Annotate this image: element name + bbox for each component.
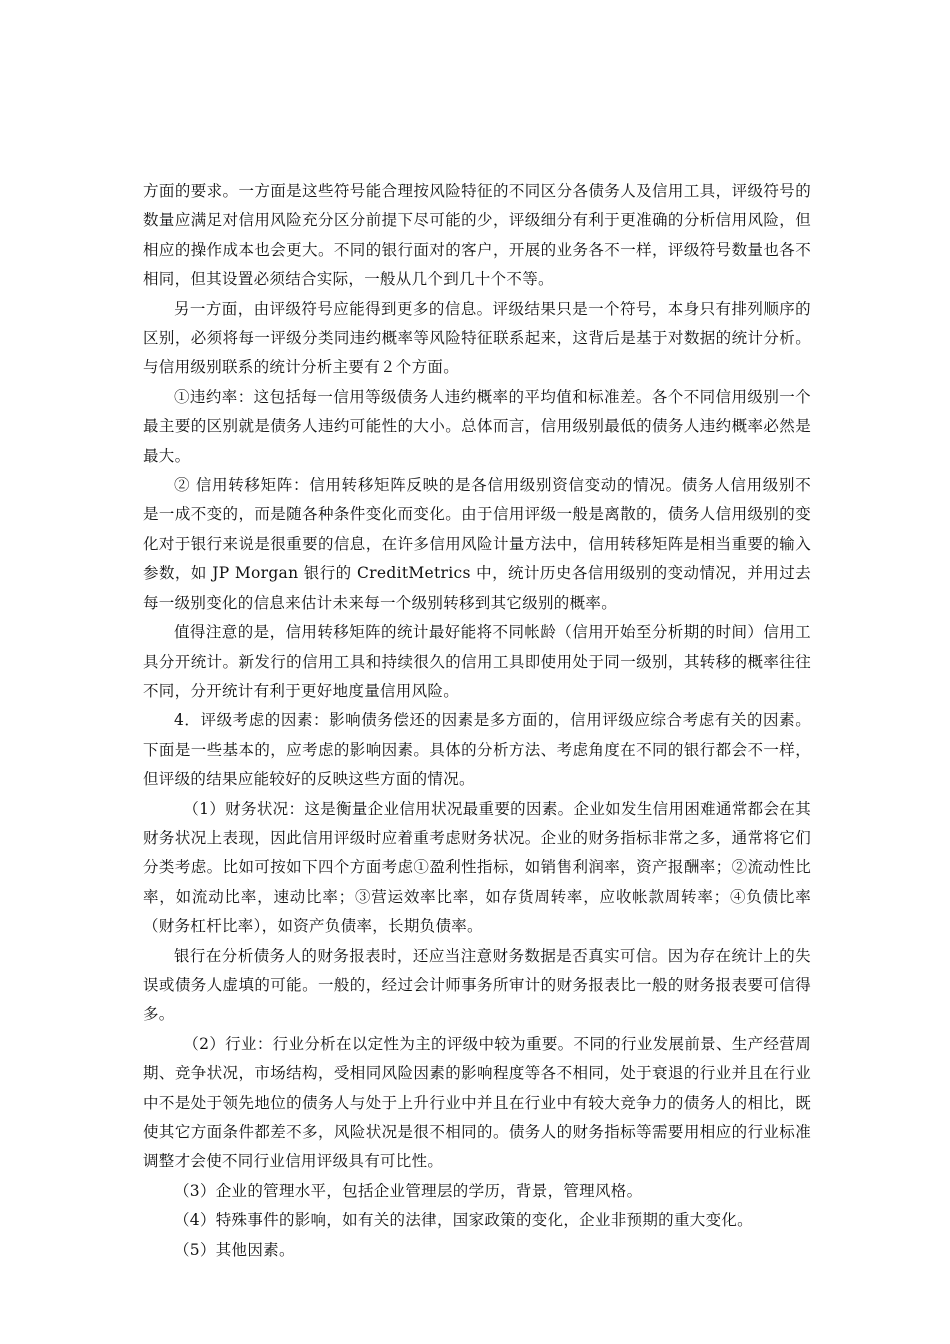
paragraph-rating-symbol-requirements: 方面的要求。一方面是这些符号能合理按风险特征的不同区分各债务人及信用工具，评级符号的数量应满足对信用风险充分区分前提下尽可能的少，评级细分有利于更准确的分析信用风险，但相应的操作成本也会更大。不同的银行面对的客户，开展的业务各不一样，评级符号数量也各不相同，但其设置必须结合实际，一般从几个到几十个不等。 [143, 182, 811, 289]
paragraph-transition-matrix: ② 信用转移矩阵：信用转移矩阵反映的是各信用级别资信变动的情况。债务人信用级别不是一成不变的，而是随各种条件变化而变化。由于信用评级一般是离散的，债务人信用级别的变化对于银行来说是很重要的信息，在许多信用风险计量方法中，信用转移矩阵是相当重要的输入参数，如 JP Morgan 银行的 CreditMetrics 中，统计历史各信用级别的变动情况，并用过去每一级别变化的信息来估计未来每一个级别转移到其它级别的概率。 [143, 476, 811, 612]
paragraph-other-factors: （5）其他因素。 [174, 1240, 295, 1259]
document-body [143, 177, 811, 1265]
paragraph-special-events: （4）特殊事件的影响，如有关的法律，国家政策的变化，企业非预期的重大变化。 [174, 1211, 753, 1230]
paragraph-default-rate: ①违约率：这包括每一信用等级债务人违约概率的平均值和标准差。各个不同信用级别一个最主要的区别就是债务人违约可能性的大小。总体而言，信用级别最低的债务人违约概率必然是最大。 [143, 387, 811, 465]
paragraph-rating-information: 另一方面，由评级符号应能得到更多的信息。评级结果只是一个符号，本身只有排列顺序的区别，必须将每一评级分类同违约概率等风险特征联系起来，这背后是基于对数据的统计分析。与信用级别联系的统计分析主要有２个方面。 [143, 299, 811, 377]
paragraph-financial-statements: 银行在分析债务人的财务报表时，还应当注意财务数据是否真实可信。因为存在统计上的失误或债务人虚填的可能。一般的，经过会计师事务所审计的财务报表比一般的财务报表要可信得多。 [143, 946, 811, 1024]
paragraph-transition-note: 值得注意的是，信用转移矩阵的统计最好能将不同帐龄（信用开始至分析期的时间）信用工具分开统计。新发行的信用工具和持续很久的信用工具即使用处于同一级别，其转移的概率往往不同，分开统计有利于更好地度量信用风险。 [143, 623, 811, 700]
paragraph-rating-factors: 4．评级考虑的因素：影响债务偿还的因素是多方面的，信用评级应综合考虑有关的因素。下面是一些基本的，应考虑的影响因素。具体的分析方法、考虑角度在不同的银行都会不一样，但评级的结果应能较好的反映这些方面的情况。 [143, 711, 811, 789]
paragraph-industry: （2）行业：行业分析在以定性为主的评级中较为重要。不同的行业发展前景、生产经营周期、竞争状况，市场结构，受相同风险因素的影响程度等各不相同，处于衰退的行业并且在行业中不是处于领先地位的债务人与处于上升行业中并且在行业中有较大竞争力的债务人的相比，既使其它方面条件都差不多，风险状况是很不相同的。债务人的财务指标等需要用相应的行业标准调整才会使不同行业信用评级具有可比性。 [143, 1034, 811, 1171]
paragraph-management: （3）企业的管理水平，包括企业管理层的学历，背景，管理风格。 [174, 1181, 643, 1200]
paragraph-financial-status: （1）财务状况：这是衡量企业信用状况最重要的因素。企业如发生信用困难通常都会在其财务状况上表现，因此信用评级时应着重考虑财务状况。企业的财务指标非常之多，通常将它们分类考虑。比如可按如下四个方面考虑①盈利性指标，如销售利润率，资产报酬率；②流动性比率，如流动比率，速动比率；③营运效率比率，如存货周转率，应收帐款周转率；④负债比率（财务杠杆比率），如资产负债率，长期负债率。 [143, 799, 811, 936]
